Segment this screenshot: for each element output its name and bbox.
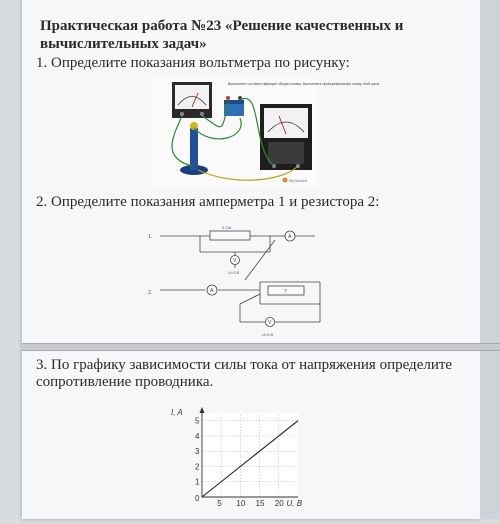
watermark-logo — [283, 178, 308, 184]
y-axis-label: I, A — [171, 408, 183, 417]
right-meter-icon — [260, 104, 312, 170]
y-axis-arrow-icon — [200, 407, 205, 413]
left-meter-icon — [172, 82, 212, 118]
origin-label: 0 — [195, 494, 200, 503]
svg-text:V: V — [268, 320, 272, 326]
resistor-2-label: ? — [284, 289, 287, 295]
x-axis-label: U, В — [286, 499, 303, 508]
y-tick-label: 4 — [195, 431, 200, 441]
x-tick-label: 10 — [236, 499, 246, 508]
svg-text:A: A — [288, 234, 292, 240]
y-tick-label: 2 — [195, 462, 200, 472]
y-tick-label: 1 — [195, 477, 200, 487]
iu-chart — [170, 405, 310, 519]
ammeter-1-icon — [285, 231, 295, 241]
question-2: 2. Определите показания амперметра 1 и резистора 2: — [36, 194, 380, 210]
voltage-1-label: U=3 В — [228, 270, 240, 275]
question-1: 1. Определите показания вольтметра по рисунку: — [36, 55, 350, 71]
voltmeter-photo — [152, 78, 380, 188]
y-tick-label: 3 — [195, 447, 200, 457]
circuit-2-label: 2. — [148, 290, 153, 296]
voltmeter-2-icon — [266, 318, 275, 327]
svg-text:MyShared: MyShared — [289, 178, 308, 183]
plot-area — [202, 413, 298, 497]
right-margin — [480, 0, 500, 519]
ammeter-2-icon — [207, 285, 217, 295]
resistor-1-label: 3 Ом — [222, 225, 232, 230]
circuit-1-label: 1. — [148, 234, 153, 240]
circuit-diagrams — [140, 218, 340, 340]
x-tick-label: 15 — [255, 499, 265, 508]
voltage-2-label: U=5 В — [262, 332, 274, 337]
voltmeter-1-icon — [231, 256, 240, 265]
x-tick-label: 20 — [274, 499, 284, 508]
worksheet-title: Практическая работа №23 «Решение качественных и вычислительных задач» — [40, 18, 404, 52]
svg-text:V: V — [233, 258, 237, 264]
svg-text:A: A — [210, 288, 214, 294]
y-tick-label: 5 — [195, 416, 200, 426]
x-tick-label: 5 — [217, 499, 222, 508]
photo-caption: Выполните соответствующие сборки схемы. Выполните принципиальную схему этой цепи — [228, 82, 380, 86]
page-break — [22, 343, 500, 351]
question-3: 3. По графику зависимости силы тока от напряжения определите сопротивление проводника. — [36, 357, 453, 390]
